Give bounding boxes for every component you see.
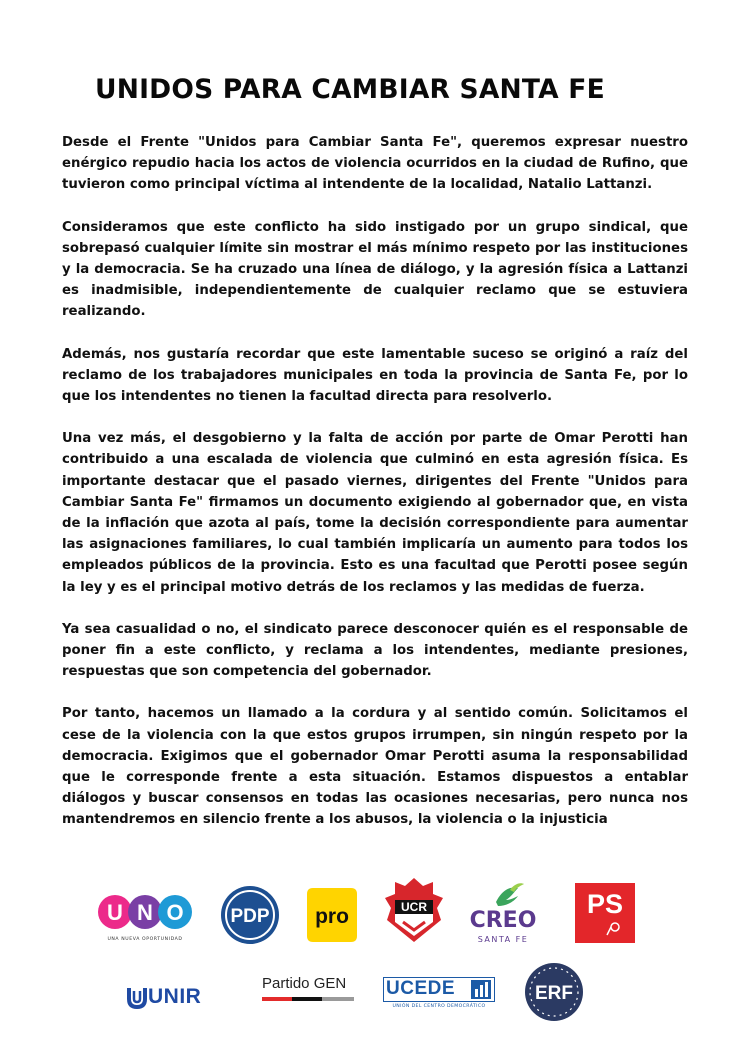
uno-tagline: UNA NUEVA OPORTUNIDAD <box>107 937 183 942</box>
ucede-subtitle: UNIÓN DEL CENTRO DEMOCRÁTICO <box>392 1004 486 1009</box>
erf-logo <box>524 962 584 1022</box>
creo-subtitle: SANTA FE <box>477 935 529 944</box>
gen-text: Partido GEN <box>262 975 347 992</box>
uno-letter-o: O <box>166 900 184 925</box>
ucr-text: UCR <box>401 900 427 914</box>
erf-text: ERF <box>535 983 573 1004</box>
statement-body <box>62 132 688 831</box>
unir-logo <box>126 983 218 1011</box>
ps-text: PS <box>586 889 624 919</box>
pro-text: pro <box>315 905 349 928</box>
pdp-logo <box>219 884 281 946</box>
paragraph-1: Desde el Frente "Unidos para Cambiar Santa Fe", queremos expresar nuestro enérgico repudio hacia los actos de violencia ocurridos en la ciudad de Rufino, que tuvieron como principal víctima al intendente de la localidad, Natalio Lattanzi. <box>62 135 688 193</box>
bird-icon <box>466 880 540 910</box>
uno-logo <box>97 890 193 950</box>
uno-letter-n: N <box>137 900 153 925</box>
pro-logo <box>305 886 359 944</box>
ucede-text: UCEDE <box>386 978 456 999</box>
paragraph-4: Una vez más, el desgobierno y la falta de acción por parte de Omar Perotti han contribuido a una escalada de violencia que culminó en esta agresión física. Es importante destacar que el pasado viernes, dirigentes del Frente "Unidos para Cambiar Santa Fe" firmamos un documento exigiendo al gobernador que, en vista de la inflación que azota al país, tome la decisión correspondiente para aumentar las asignaciones familiares, lo cual también implicaría un aumento para todos los empleados públicos de la provincia. Esto es una facultad que Perotti posee según la ley y es el principal motivo detrás de los reclamos y las medidas de fuerza. <box>62 431 688 595</box>
page-title: UNIDOS PARA CAMBIAR SANTA FE <box>95 74 605 105</box>
gen-color-bar <box>262 997 354 1001</box>
paragraph-3: Además, nos gustaría recordar que este lamentable suceso se originó a raíz del reclamo de los trabajadores municipales en toda la provincia de Santa Fe, por lo que los intendentes no tienen la facultad directa para resolverlo. <box>62 346 688 405</box>
ps-logo <box>575 883 635 943</box>
ucr-logo <box>383 876 445 944</box>
gen-logo <box>262 975 354 1005</box>
unir-text: UNIR <box>148 985 202 1008</box>
paragraph-6: Por tanto, hacemos un llamado a la cordura y al sentido común. Solicitamos el cese de la violencia con la que estos grupos irrumpen, sin ningún respeto por la democracia. Exigimos que el gobernador Omar Perotti asuma la responsabilidad que le corresponde frente a esta situación. Estamos dispuestos a entablar diálogos y buscar consensos en todas las ocasiones necesarias, pero nunca nos mantendremos en silencio frente a los abusos, la violencia o la injusticia <box>62 706 688 828</box>
unir-mark-icon <box>126 985 150 1013</box>
creo-logo <box>466 880 540 946</box>
uno-letter-u: U <box>107 900 123 925</box>
pdp-text: PDP <box>230 906 270 927</box>
rose-icon <box>575 883 635 943</box>
paragraph-2: Consideramos que este conflicto ha sido instigado por un grupo sindical, que sobrepasó cualquier límite sin mostrar el más mínimo respeto por las instituciones y la democracia. Se ha cruzado una línea de diálogo, y la agresión física a Lattanzi es inadmisible, independientemente de cualquier reclamo que se estuviera realizando. <box>62 219 688 320</box>
ucede-logo <box>383 977 495 1011</box>
creo-text: CREO <box>469 908 537 933</box>
paragraph-5: Ya sea casualidad o no, el sindicato parece desconocer quién es el responsable de poner fin a este conflicto, y reclama a los intendentes, mediante presiones, respuestas que son competencia del gobernador. <box>62 621 688 680</box>
